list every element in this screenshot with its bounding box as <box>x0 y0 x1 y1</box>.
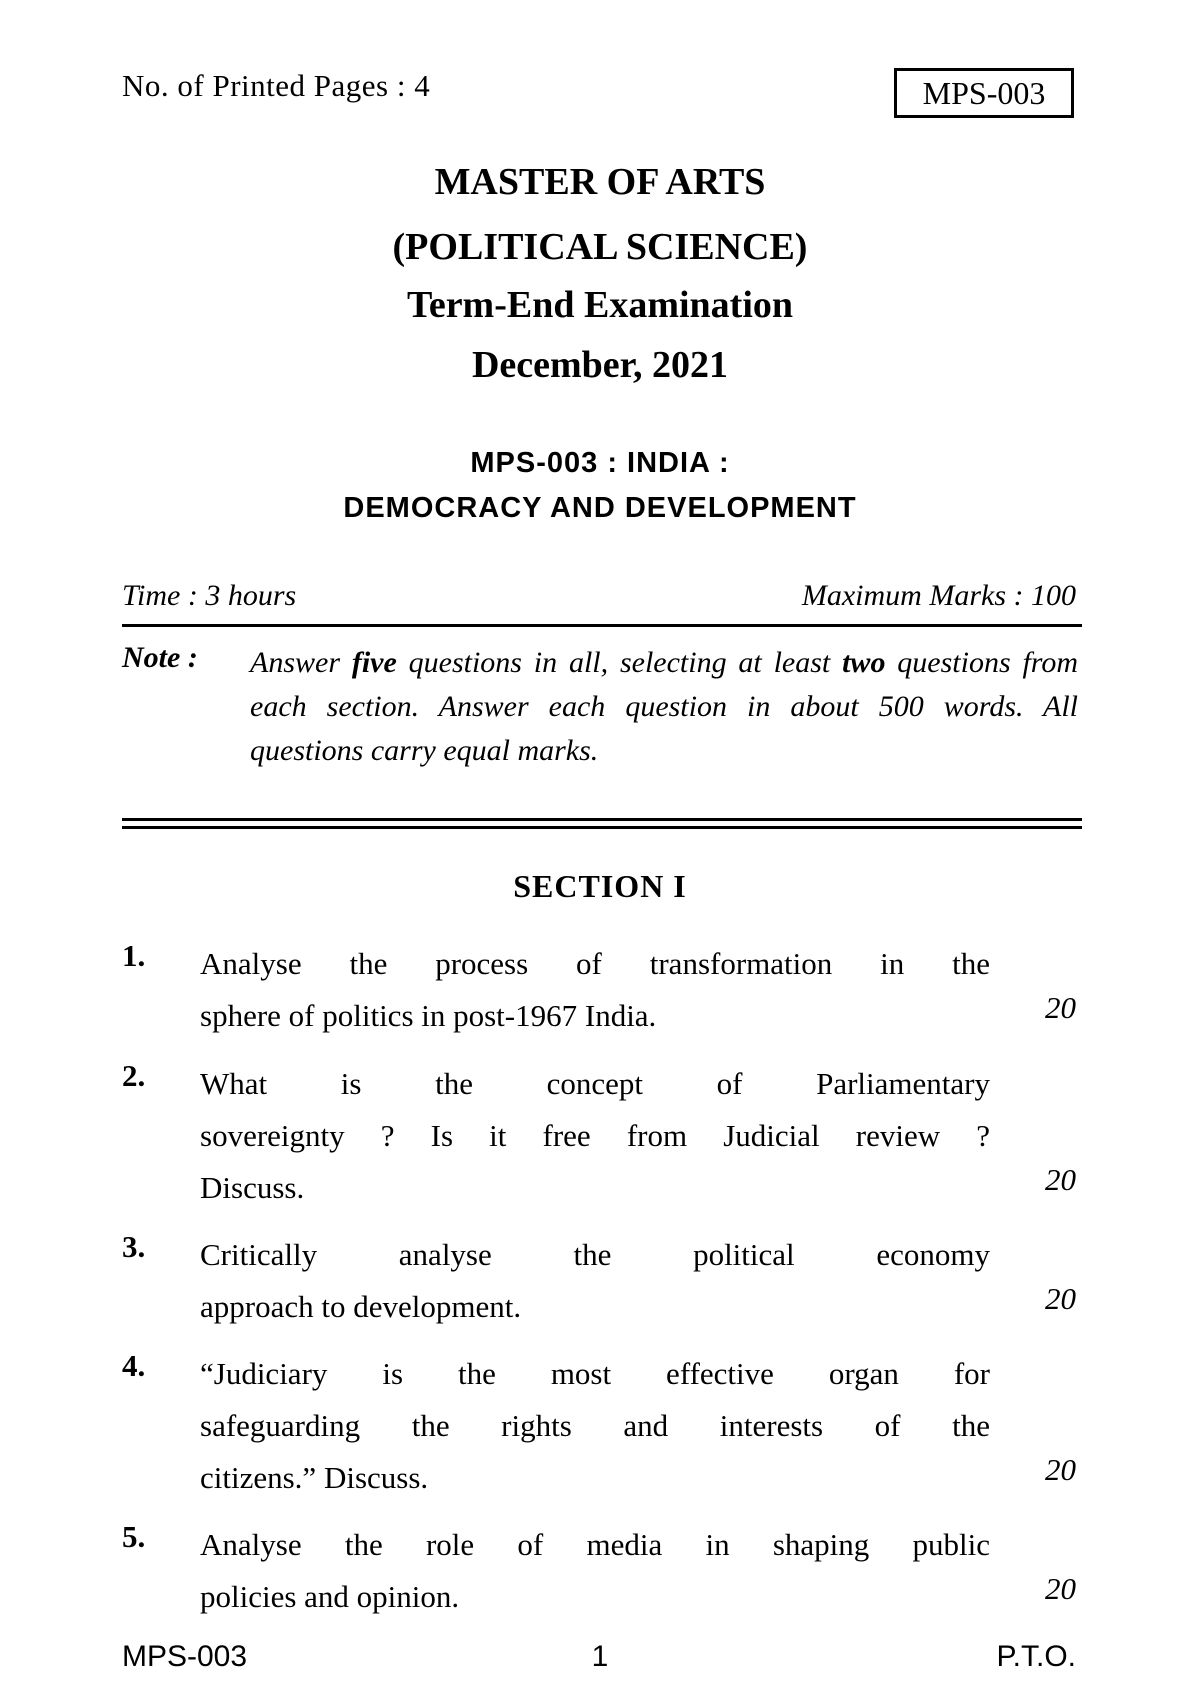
question-text <box>200 1519 1110 1623</box>
divider-rule <box>122 624 1082 627</box>
question-marks: 20 <box>1045 1452 1076 1487</box>
section-heading: SECTION I <box>513 868 687 904</box>
question-line: approach to development. <box>200 1289 522 1324</box>
exam-session: December, 2021 <box>471 344 729 386</box>
question-line: Critically analyse the political economy <box>200 1237 990 1272</box>
question-number: 4. <box>122 1348 146 1383</box>
question-number: 2. <box>122 1058 146 1093</box>
question-line: “Judiciary is the most effective organ for <box>200 1356 990 1391</box>
double-divider-bottom <box>122 826 1082 829</box>
question-line: policies and opinion. <box>200 1579 460 1614</box>
course-title-line1: MPS-003 : INDIA : <box>470 447 730 479</box>
question-line: citizens.” Discuss. <box>200 1460 429 1495</box>
maximum-marks: Maximum Marks : 100 <box>801 579 1076 612</box>
degree-title: MASTER OF ARTS <box>434 161 766 203</box>
question-line: safeguarding the rights and interests of the <box>200 1408 990 1443</box>
question-line: sphere of politics in post-1967 India. <box>200 998 657 1033</box>
question-line: Analyse the process of transformation in the <box>200 946 990 981</box>
time-allowed: Time : 3 hours <box>122 579 297 612</box>
question-text <box>200 938 1110 1042</box>
question-marks: 20 <box>1045 1162 1076 1197</box>
question-line: sovereignty ? Is it free from Judicial review ? <box>200 1118 990 1153</box>
question-marks: 20 <box>1045 990 1076 1025</box>
question-number: 3. <box>122 1229 146 1264</box>
footer-page-number: 1 <box>591 1640 609 1673</box>
footer-course-code: MPS-003 <box>122 1640 248 1673</box>
note-bold-two: two <box>842 646 886 679</box>
note-label: Note : <box>122 641 198 674</box>
note-text <box>250 641 1078 773</box>
question-line: What is the concept of Parliamentary <box>200 1066 990 1101</box>
question-text <box>200 1229 1110 1333</box>
note-text-part: Answer <box>250 646 352 679</box>
course-title-line2: DEMOCRACY AND DEVELOPMENT <box>343 492 857 524</box>
question-marks: 20 <box>1045 1281 1076 1316</box>
question-number: 5. <box>122 1519 146 1554</box>
question-marks: 20 <box>1045 1571 1076 1606</box>
question-text <box>200 1058 1110 1214</box>
subject-title: (POLITICAL SCIENCE) <box>392 226 808 268</box>
footer-pto: P.T.O. <box>996 1640 1076 1673</box>
exam-title: Term-End Examination <box>406 284 794 326</box>
question-number: 1. <box>122 938 146 973</box>
note-text-part: questions in all, selecting at least <box>396 646 843 679</box>
printed-pages-count: No. of Printed Pages : 4 <box>122 68 431 103</box>
question-line: Analyse the role of media in shaping public <box>200 1527 990 1562</box>
note-bold-five: five <box>351 646 397 679</box>
question-line: Discuss. <box>200 1170 305 1205</box>
note-text-part: questions from each section. Answer each question in about 500 words. All questions carry equal marks. <box>250 646 1079 767</box>
question-text <box>200 1348 1110 1504</box>
course-code-box: MPS-003 <box>894 68 1074 118</box>
double-divider-top <box>122 818 1082 821</box>
